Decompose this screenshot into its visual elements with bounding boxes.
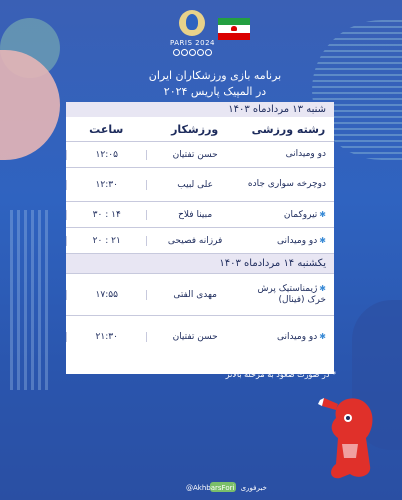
footer-handle [186,484,267,492]
footnote: * در صورت صعود به مرحله بالاتر [225,370,336,379]
star-icon: ✱ [319,209,326,219]
time-cell: ۱۷:۵۵ [66,290,146,300]
star-icon: ✱ [319,235,326,245]
sport-cell: ✱تیروکمان [283,209,326,220]
title-line1: برنامه بازی ورزشکاران ایران [148,69,282,82]
sport-cell: ✱دو ومیدانی [276,331,326,342]
athlete-cell: علی لبیب [146,180,242,190]
time-cell: ۱۲:۳۰ [66,180,146,190]
table-row [66,273,334,315]
athlete-cell: فرزانه فصیحی [146,236,242,246]
athlete-cell: حسن تفتیان [146,332,242,342]
sport-cell: دوچرخه سواری جاده [247,179,326,189]
star-icon: ✱ [319,331,326,341]
handle-text: @AkhbarsFori [186,484,235,492]
column-athlete: ورزشکار [171,122,219,136]
table-row [66,227,334,253]
brand-text: خبرفوری [240,484,267,492]
table-row [66,201,334,227]
title-line2: در المپیک پاریس ۲۰۲۴ [163,85,267,98]
column-sport: رشته ورزشی [251,122,326,136]
athlete-cell: مبینا فلاح [146,210,242,220]
phryge-mascot-icon [318,388,384,488]
page-title [120,68,310,100]
day-header: یکشنبه ۱۴ مردادماه ۱۴۰۳ [66,253,334,273]
olympic-rings-icon [170,49,214,56]
star-icon: ✱ [319,284,326,293]
column-time: ساعت [89,122,124,136]
time-cell: ۲۱ : ۲۰ [66,236,146,246]
table-row [66,141,334,167]
time-cell: ۲۱:۳۰ [66,332,146,342]
iran-flag-icon [218,18,250,40]
paris-2024-logo [170,10,214,56]
table-row [66,315,334,357]
paris-flame-icon [179,10,205,36]
day-header: شنبه ۱۳ مردادماه ۱۴۰۳ [66,102,334,117]
sport-cell: ✱دو ومیدانی [276,235,326,246]
table-row [66,167,334,201]
column-headers [66,117,334,141]
decor-stripes [10,210,50,390]
athlete-cell: مهدی الفتی [146,290,242,300]
paris-2024-text: PARIS 2024 [170,39,215,47]
time-cell: ۱۴ : ۳۰ [66,210,146,220]
sport-cell: ✱ژیمناستیک پرش خرک (فینال) [257,284,326,305]
time-cell: ۱۲:۰۵ [66,150,146,160]
schedule-table [66,102,334,374]
athlete-cell: حسن تفتیان [146,150,242,160]
sport-cell: دو ومیدانی [285,149,326,159]
